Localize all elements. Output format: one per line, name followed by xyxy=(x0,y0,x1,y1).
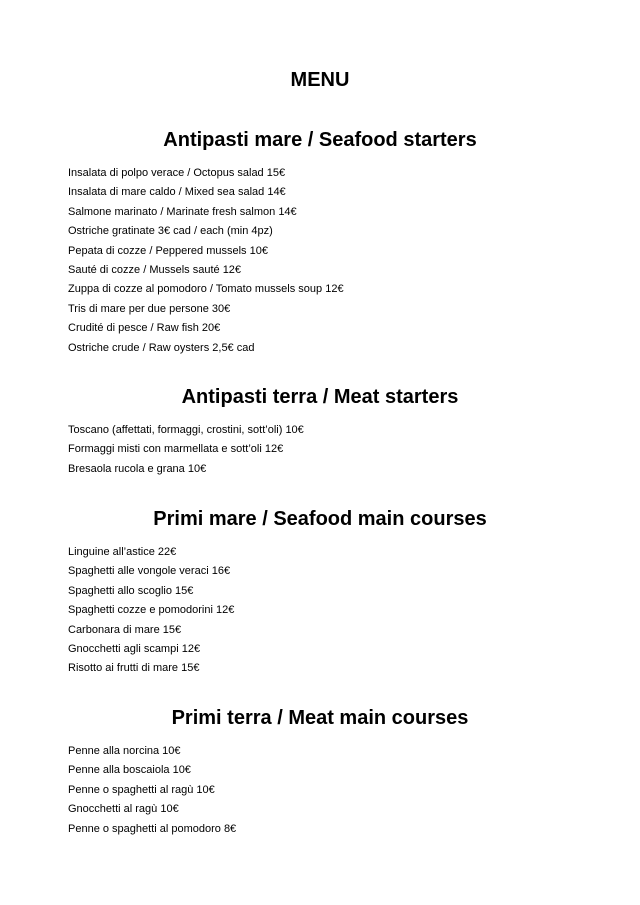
menu-item: Gnocchetti al ragù 10€ xyxy=(68,803,179,816)
menu-item-list xyxy=(68,164,344,358)
menu-item: Carbonara di mare 15€ xyxy=(68,623,182,636)
menu-item: Salmone marinato / Marinate fresh salmon 14€ xyxy=(68,205,297,218)
section-primi-terra xyxy=(0,706,640,835)
menu-item-list xyxy=(68,543,234,679)
menu-item: Penne o spaghetti al ragù 10€ xyxy=(68,783,215,796)
section-heading: Primi terra / Meat main courses xyxy=(171,707,469,729)
menu-item: Penne o spaghetti al pomodoro 8€ xyxy=(68,822,237,835)
menu-item: Penne alla norcina 10€ xyxy=(68,745,181,757)
menu-item: Insalata di mare caldo / Mixed sea salad 14€ xyxy=(68,186,286,199)
menu-item-list xyxy=(68,742,236,839)
menu-item: Crudité di pesce / Raw fish 20€ xyxy=(68,322,221,335)
menu-item: Insalata di polpo verace / Octopus salad 15€ xyxy=(68,167,286,179)
menu-item: Ostriche gratinate 3€ cad / each (min 4pz) xyxy=(68,225,273,238)
menu-item: Ostriche crude / Raw oysters 2,5€ cad xyxy=(68,341,255,354)
section-heading: Primi mare / Seafood main courses xyxy=(153,508,487,530)
menu-item: Sauté di cozze / Mussels sauté 12€ xyxy=(68,263,242,276)
menu-item-list xyxy=(68,421,304,479)
section-heading: Antipasti mare / Seafood starters xyxy=(163,129,477,151)
menu-item: Gnocchetti agli scampi 12€ xyxy=(68,642,201,655)
section-antipasti-terra xyxy=(0,385,640,475)
menu-item: Spaghetti allo scoglio 15€ xyxy=(68,584,194,597)
menu-item: Zuppa di cozze al pomodoro / Tomato mussels soup 12€ xyxy=(68,283,344,296)
menu-item: Linguine all’astice 22€ xyxy=(68,546,177,558)
menu-item: Bresaola rucola e grana 10€ xyxy=(68,462,207,475)
menu-item: Spaghetti cozze e pomodorini 12€ xyxy=(68,604,235,617)
menu-item: Pepata di cozze / Peppered mussels 10€ xyxy=(68,244,268,257)
menu-item: Spaghetti alle vongole veraci 16€ xyxy=(68,565,231,578)
menu-title: MENU xyxy=(290,69,350,91)
menu-item: Risotto ai frutti di mare 15€ xyxy=(68,662,200,675)
menu-item: Formaggi misti con marmellata e sott’oli 12€ xyxy=(68,443,284,456)
menu-item: Toscano (affettati, formaggi, crostini, sott’oli) 10€ xyxy=(68,424,304,436)
section-antipasti-mare xyxy=(0,128,640,354)
section-primi-mare xyxy=(0,507,640,675)
section-heading: Antipasti terra / Meat starters xyxy=(181,386,459,408)
menu-item: Tris di mare per due persone 30€ xyxy=(68,302,231,315)
menu-item: Penne alla boscaiola 10€ xyxy=(68,764,191,777)
